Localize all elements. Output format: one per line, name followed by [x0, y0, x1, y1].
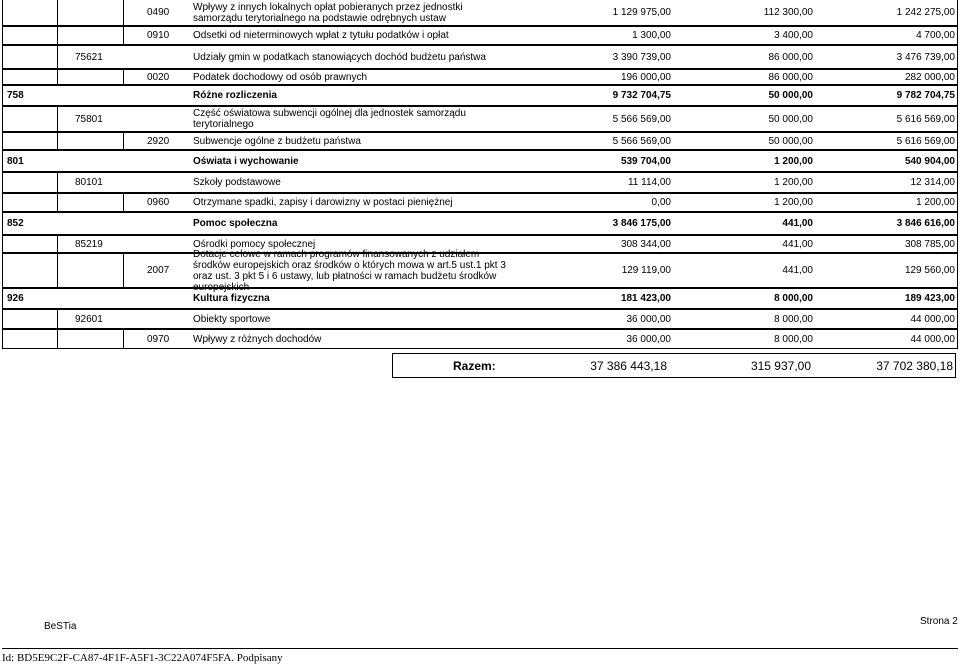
table-row [2, 248, 958, 293]
column-divider [57, 27, 58, 44]
after-change-value: 3 476 739,00 [896, 51, 955, 63]
rozdzial-code [75, 213, 125, 234]
table-row [2, 0, 958, 26]
table-row [2, 172, 958, 193]
rozdzial-code [75, 254, 125, 287]
rozdzial-code [75, 0, 125, 25]
plan-value: 11 114,00 [627, 177, 671, 188]
table-row [2, 26, 958, 45]
total-change: 315 937,00 [750, 358, 811, 373]
plan-value: 3 846 175,00 [612, 218, 671, 229]
item-name: Wpływy z innych lokalnych opłat pobieranych przez jednostki samorządu terytorialnego na podstawie odrębnych ustaw [193, 1, 463, 24]
paragraf-code: 0020 [147, 71, 170, 83]
after-change-value: 12 314,00 [910, 177, 955, 188]
paragraf-code [147, 289, 187, 308]
item-name: Wpływy z różnych dochodów [193, 333, 322, 345]
rozdzial-code [75, 86, 125, 105]
column-divider [57, 254, 58, 287]
change-value: 86 000,00 [768, 71, 813, 83]
table-row [2, 132, 958, 150]
column-divider [57, 330, 58, 348]
rozdzial-code: 75801 [75, 113, 103, 125]
paragraf-code: 2007 [147, 265, 170, 276]
dzial-code [7, 254, 53, 287]
after-change-value: 1 242 275,00 [896, 7, 955, 18]
after-change-value: 3 846 616,00 [896, 218, 955, 229]
item-name: Podatek dochodowy od osób prawnych [193, 71, 368, 83]
dzial-code [7, 310, 53, 328]
rozdzial-code [75, 133, 125, 149]
dzial-code [7, 46, 53, 68]
dzial-code [7, 0, 53, 25]
footer-page-number: Strona 2 [920, 616, 958, 627]
change-value: 1 200,00 [774, 155, 813, 167]
item-name: Szkoły podstawowe [193, 177, 281, 188]
paragraf-code [147, 236, 187, 252]
dzial-code [7, 107, 53, 131]
table-row [2, 69, 958, 85]
dzial-code [7, 133, 53, 149]
item-name: Oświata i wychowanie [193, 155, 299, 167]
plan-value: 3 390 739,00 [612, 51, 671, 63]
after-change-value: 308 785,00 [904, 238, 955, 250]
plan-value: 181 423,00 [620, 293, 671, 304]
table-row [2, 85, 958, 106]
change-value: 1 200,00 [774, 197, 813, 208]
plan-value: 9 732 704,75 [612, 90, 671, 101]
rozdzial-code: 85219 [75, 238, 103, 250]
change-value: 112 300,00 [763, 7, 813, 18]
change-value: 50 000,00 [768, 135, 813, 147]
paragraf-code [147, 86, 187, 105]
column-divider [57, 0, 58, 25]
item-name: Udziały gmin w podatkach stanowiących dochód budżetu państwa [193, 51, 486, 63]
paragraf-code [147, 173, 187, 192]
item-name: Odsetki od nieterminowych wpłat z tytułu podatków i opłat [193, 30, 449, 41]
column-divider [57, 236, 58, 252]
paragraf-code [147, 46, 187, 68]
rozdzial-code: 92601 [75, 313, 103, 325]
plan-value: 36 000,00 [626, 333, 671, 345]
column-divider [57, 133, 58, 149]
change-value: 50 000,00 [768, 113, 813, 125]
dzial-code [7, 27, 53, 44]
rozdzial-code [75, 194, 125, 211]
change-value: 441,00 [782, 218, 813, 229]
column-divider [57, 70, 58, 84]
table-row [2, 193, 958, 212]
table-row [2, 106, 958, 132]
paragraf-code: 0970 [147, 333, 170, 345]
paragraf-code: 0960 [147, 197, 170, 208]
rozdzial-code [75, 70, 125, 84]
total-row [392, 353, 956, 378]
rozdzial-code [75, 289, 125, 308]
footer-document-id: Id: BD5E9C2F-CA87-4F1F-A5F1-3C22A074F5FA. Podpisany [2, 652, 283, 664]
change-value: 441,00 [782, 265, 813, 276]
item-name: Otrzymane spadki, zapisy i darowizny w postaci pieniężnej [193, 197, 453, 208]
after-change-value: 44 000,00 [910, 313, 955, 325]
plan-value: 196 000,00 [620, 71, 671, 83]
table-row [2, 309, 958, 329]
plan-value: 1 129 975,00 [612, 7, 671, 18]
after-change-value: 9 782 704,75 [896, 90, 955, 101]
change-value: 8 000,00 [774, 293, 813, 304]
plan-value: 308 344,00 [620, 238, 671, 250]
total-plan: 37 386 443,18 [590, 358, 667, 373]
dzial-code [7, 194, 53, 211]
after-change-value: 4 700,00 [916, 30, 955, 41]
dzial-code: 926 [7, 293, 24, 304]
total-label: Razem: [453, 358, 496, 373]
item-name: Dotacje celowe w ramach programów finansowanych z udziałem środków europejskich oraz środków o których mowa w art.5 ust.1 pkt 3 oraz ust. 3 pkt 5 i 6 ustawy, lub płatności w ramach budżetu środków europejskich [193, 248, 506, 293]
rozdzial-code [75, 27, 125, 44]
dzial-code [7, 236, 53, 252]
column-divider [57, 310, 58, 328]
column-divider [57, 173, 58, 192]
plan-value: 0,00 [651, 197, 671, 208]
footer-app-name: BeSTia [44, 621, 77, 632]
change-value: 441,00 [782, 238, 813, 250]
plan-value: 539 704,00 [620, 155, 671, 167]
after-change-value: 44 000,00 [910, 333, 955, 345]
table-row [2, 329, 958, 349]
paragraf-code [147, 151, 187, 171]
item-name: Subwencje ogólne z budżetu państwa [193, 135, 361, 147]
after-change-value: 5 616 569,00 [896, 135, 955, 147]
paragraf-code [147, 107, 187, 131]
change-value: 86 000,00 [768, 51, 813, 63]
table-row [2, 45, 958, 69]
change-value: 3 400,00 [774, 30, 813, 41]
dzial-code: 852 [7, 218, 24, 229]
column-divider [57, 107, 58, 131]
change-value: 8 000,00 [774, 313, 813, 325]
dzial-code [7, 173, 53, 192]
change-value: 8 000,00 [774, 333, 813, 345]
after-change-value: 1 200,00 [916, 197, 955, 208]
footer-divider [2, 648, 958, 649]
table-row [2, 212, 958, 235]
plan-value: 5 566 569,00 [612, 113, 671, 125]
dzial-code: 801 [7, 155, 24, 167]
change-value: 50 000,00 [768, 90, 813, 101]
plan-value: 129 119,00 [621, 265, 671, 276]
change-value: 1 200,00 [774, 177, 813, 188]
paragraf-code: 0490 [147, 7, 170, 18]
plan-value: 1 300,00 [632, 30, 671, 41]
item-name: Kultura fizyczna [193, 293, 270, 304]
rozdzial-code: 75621 [75, 51, 103, 63]
rozdzial-code [75, 151, 125, 171]
table-row [2, 288, 958, 309]
paragraf-code: 0910 [147, 30, 170, 41]
plan-value: 36 000,00 [626, 313, 671, 325]
after-change-value: 129 560,00 [904, 265, 955, 276]
rozdzial-code: 80101 [75, 177, 103, 188]
total-after: 37 702 380,18 [876, 358, 953, 373]
after-change-value: 189 423,00 [904, 293, 955, 304]
item-name: Obiekty sportowe [193, 313, 271, 325]
item-name: Różne rozliczenia [193, 90, 277, 101]
dzial-code [7, 330, 53, 348]
paragraf-code: 2920 [147, 135, 170, 147]
after-change-value: 5 616 569,00 [896, 113, 955, 125]
item-name: Ośrodki pomocy społecznej [193, 238, 316, 250]
item-name: Część oświatowa subwencji ogólnej dla jednostek samorządu terytorialnego [193, 108, 466, 130]
paragraf-code [147, 213, 187, 234]
plan-value: 5 566 569,00 [612, 135, 671, 147]
after-change-value: 282 000,00 [904, 71, 955, 83]
column-divider [57, 46, 58, 68]
table-row [2, 150, 958, 172]
dzial-code: 758 [7, 90, 24, 101]
column-divider [57, 194, 58, 211]
paragraf-code [147, 310, 187, 328]
rozdzial-code [75, 330, 125, 348]
item-name: Pomoc społeczna [193, 218, 278, 229]
dzial-code [7, 70, 53, 84]
after-change-value: 540 904,00 [904, 155, 955, 167]
